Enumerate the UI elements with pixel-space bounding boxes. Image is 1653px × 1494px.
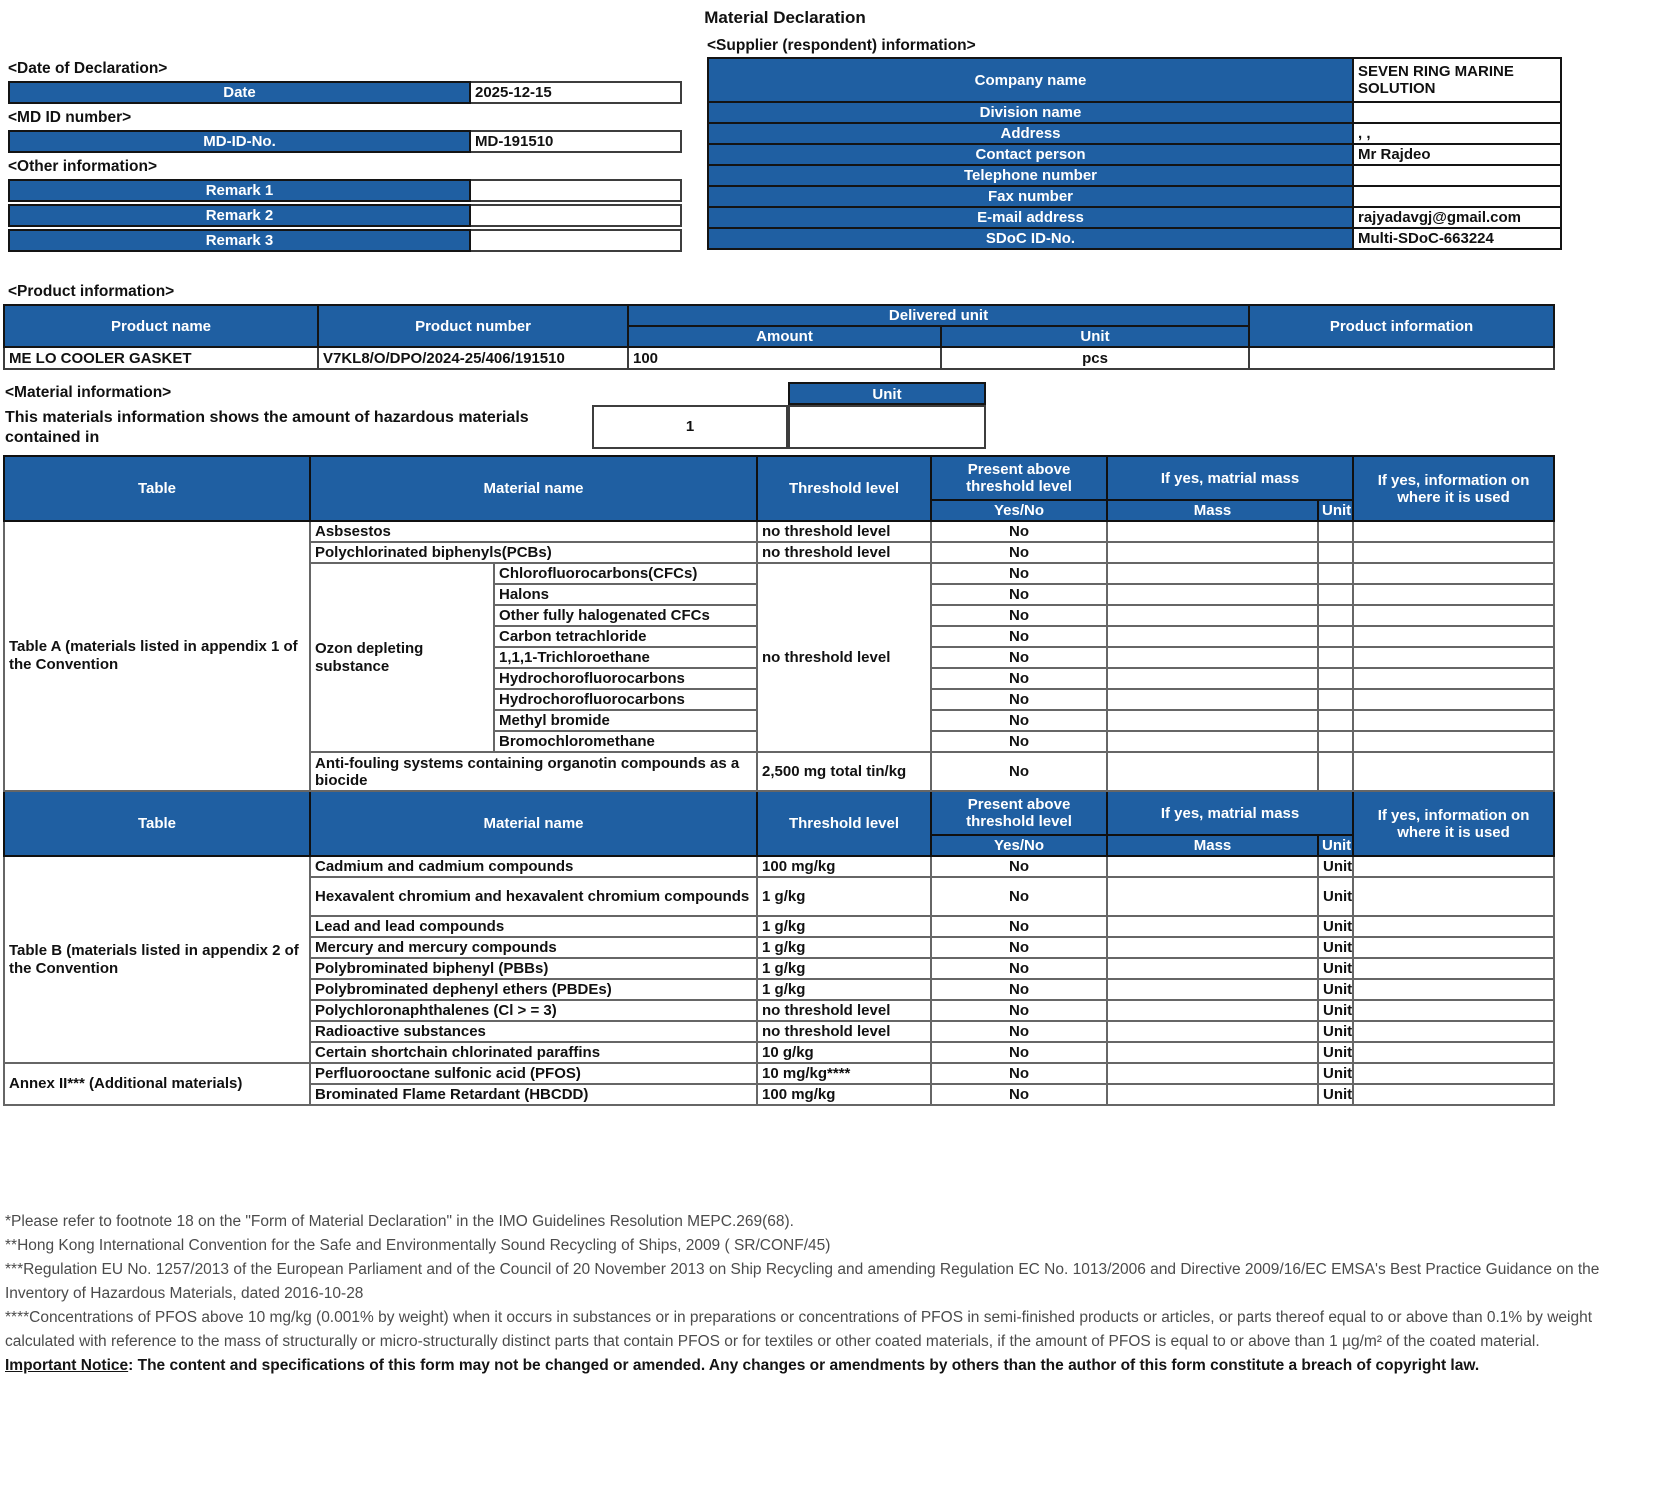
unit-header: Unit <box>941 326 1249 347</box>
mass-cell <box>1107 626 1318 647</box>
mass-cell <box>1107 1000 1318 1021</box>
unit-cell: Unit <box>1318 979 1353 1000</box>
unit-cell: Unit <box>1318 856 1353 877</box>
supplier-table <box>707 57 1562 250</box>
yes-no-cell: No <box>931 647 1107 668</box>
table-row <box>9 230 681 251</box>
supplier-email-label: E-mail address <box>708 207 1353 228</box>
md-id-value: MD-191510 <box>470 131 681 152</box>
col-header-mass: Mass <box>1107 835 1318 856</box>
mass-cell <box>1107 731 1318 752</box>
where-used-cell <box>1353 1063 1554 1084</box>
where-used-cell <box>1353 1042 1554 1063</box>
yes-no-cell: No <box>931 916 1107 937</box>
material-info-description: This materials information shows the amount of hazardous materials contained in <box>5 409 529 446</box>
threshold-cell: 100 mg/kg <box>757 856 931 877</box>
yes-no-cell: No <box>931 668 1107 689</box>
other-info-section-label: <Other information> <box>8 158 157 175</box>
unit-cell: Unit <box>1318 1063 1353 1084</box>
col-header-mass: Mass <box>1107 500 1318 521</box>
unit-cell <box>1318 689 1353 710</box>
md-id-table <box>8 130 682 153</box>
footnote-4: ****Concentrations of PFOS above 10 mg/kg (0.001% by weight) when it occurs in substances or in preparations or concentrations of PFOS in semi-finished products or articles, or parts thereof equal to or above than 0.1% by weight calculated with reference to the mass of structurally or micro-structurally distinct parts that contain PFOS or for textiles or other coated materials, if the amount of PFOS is equal to or above than 1 µg/m² of the coated material. <box>5 1309 1592 1350</box>
threshold-cell: 10 g/kg <box>757 1042 931 1063</box>
yes-no-cell: No <box>931 937 1107 958</box>
where-used-cell <box>1353 563 1554 584</box>
yes-no-cell: No <box>931 752 1107 791</box>
yes-no-cell: No <box>931 584 1107 605</box>
yes-no-cell: No <box>931 626 1107 647</box>
product-name-value: ME LO COOLER GASKET <box>4 347 318 369</box>
hazmat-table <box>3 455 1555 1106</box>
where-used-cell <box>1353 584 1554 605</box>
where-used-cell <box>1353 542 1554 563</box>
material-name-cell: Polychloronaphthalenes (Cl > = 3) <box>310 1000 757 1021</box>
unit-cell: Unit <box>1318 1000 1353 1021</box>
annex-group-label: Annex II*** (Additional materials) <box>4 1063 310 1105</box>
table-row <box>9 82 681 103</box>
col-header-yes-no: Yes/No <box>931 500 1107 521</box>
where-used-cell <box>1353 958 1554 979</box>
threshold-cell: no threshold level <box>757 1021 931 1042</box>
material-name-cell: Other fully halogenated CFCs <box>494 605 757 626</box>
where-used-cell <box>1353 626 1554 647</box>
yes-no-cell: No <box>931 605 1107 626</box>
material-name-cell: Cadmium and cadmium compounds <box>310 856 757 877</box>
supplier-sdoc-label: SDoC ID-No. <box>708 228 1353 249</box>
table-row <box>708 58 1561 102</box>
unit-cell <box>1318 605 1353 626</box>
threshold-cell: no threshold level <box>757 521 931 542</box>
where-used-cell <box>1353 877 1554 916</box>
product-number-header: Product number <box>318 305 628 347</box>
product-table <box>3 304 1555 370</box>
md-id-section-label: <MD ID number> <box>8 109 132 126</box>
yes-no-cell: No <box>931 710 1107 731</box>
product-info-value <box>1249 347 1554 369</box>
supplier-email-value: rajyadavgj@gmail.com <box>1353 207 1561 228</box>
material-unit-cell <box>788 405 986 449</box>
col-header-threshold: Threshold level <box>757 791 931 856</box>
col-header-yes-no: Yes/No <box>931 835 1107 856</box>
col-header-present-above: Present above threshold level <box>931 456 1107 500</box>
material-name-cell: Mercury and mercury compounds <box>310 937 757 958</box>
unit-cell <box>1318 647 1353 668</box>
yes-no-cell: No <box>931 856 1107 877</box>
table-row <box>9 131 681 152</box>
col-header-table: Table <box>4 456 310 521</box>
mass-cell <box>1107 710 1318 731</box>
yes-no-cell: No <box>931 877 1107 916</box>
threshold-cell: no threshold level <box>757 1000 931 1021</box>
mass-cell <box>1107 958 1318 979</box>
yes-no-cell: No <box>931 1063 1107 1084</box>
yes-no-cell: No <box>931 563 1107 584</box>
remark-2-label: Remark 2 <box>9 205 470 226</box>
table-row <box>4 1063 1554 1084</box>
mass-cell <box>1107 605 1318 626</box>
supplier-address-value: , , <box>1353 123 1561 144</box>
col-header-material-name: Material name <box>310 791 757 856</box>
delivered-unit-header: Delivered unit <box>628 305 1249 326</box>
material-name-cell: Anti-fouling systems containing organotin compounds as a biocide <box>310 752 757 791</box>
material-name-cell: Hydrochorofluorocarbons <box>494 689 757 710</box>
threshold-cell: no threshold level <box>757 542 931 563</box>
yes-no-cell: No <box>931 1084 1107 1105</box>
material-name-cell: Radioactive substances <box>310 1021 757 1042</box>
where-used-cell <box>1353 605 1554 626</box>
yes-no-cell: No <box>931 958 1107 979</box>
mass-cell <box>1107 1042 1318 1063</box>
yes-no-cell: No <box>931 731 1107 752</box>
where-used-cell <box>1353 937 1554 958</box>
table-row <box>708 165 1561 186</box>
where-used-cell <box>1353 1000 1554 1021</box>
where-used-cell <box>1353 752 1554 791</box>
material-name-cell: Methyl bromide <box>494 710 757 731</box>
threshold-cell: 1 g/kg <box>757 916 931 937</box>
mass-cell <box>1107 979 1318 1000</box>
table-row <box>708 144 1561 165</box>
supplier-telephone-value <box>1353 165 1561 186</box>
yes-no-cell: No <box>931 1000 1107 1021</box>
mass-cell <box>1107 877 1318 916</box>
material-name-cell: Polybrominated dephenyl ethers (PBDEs) <box>310 979 757 1000</box>
mass-cell <box>1107 916 1318 937</box>
material-name-cell: Polybrominated biphenyl (PBBs) <box>310 958 757 979</box>
supplier-division-label: Division name <box>708 102 1353 123</box>
where-used-cell <box>1353 710 1554 731</box>
col-header-table: Table <box>4 791 310 856</box>
yes-no-cell: No <box>931 979 1107 1000</box>
product-unit-value: pcs <box>941 347 1249 369</box>
threshold-cell: 100 mg/kg <box>757 1084 931 1105</box>
unit-cell: Unit <box>1318 937 1353 958</box>
remark-1-table <box>8 179 682 202</box>
unit-cell <box>1318 626 1353 647</box>
md-id-label: MD-ID-No. <box>9 131 470 152</box>
where-used-cell <box>1353 521 1554 542</box>
supplier-fax-label: Fax number <box>708 186 1353 207</box>
unit-cell <box>1318 752 1353 791</box>
remark-1-value <box>470 180 681 201</box>
unit-cell <box>1318 542 1353 563</box>
unit-cell <box>1318 731 1353 752</box>
product-amount-value: 100 <box>628 347 941 369</box>
table-row <box>4 791 1554 835</box>
footnote-1: *Please refer to footnote 18 on the "Form of Material Declaration" in the IMO Guidelines Resolution MEPC.269(68). <box>5 1213 794 1230</box>
table-row <box>4 456 1554 500</box>
table-row <box>708 228 1561 249</box>
mass-cell <box>1107 1084 1318 1105</box>
table-row <box>708 186 1561 207</box>
material-name-cell: Asbsestos <box>310 521 757 542</box>
where-used-cell <box>1353 668 1554 689</box>
important-notice-text: : The content and specifications of this form may not be changed or amended. Any changes or amendments by others than the author of this form constitute a breach of copyright law. <box>128 1357 1480 1374</box>
where-used-cell <box>1353 647 1554 668</box>
material-name-cell: Chlorofluorocarbons(CFCs) <box>494 563 757 584</box>
material-unit-header: Unit <box>788 382 986 405</box>
threshold-cell: no threshold level <box>757 563 931 752</box>
threshold-cell: 2,500 mg total tin/kg <box>757 752 931 791</box>
table-row <box>4 305 1554 326</box>
where-used-cell <box>1353 916 1554 937</box>
unit-cell: Unit <box>1318 877 1353 916</box>
material-name-cell: Perfluorooctane sulfonic acid (PFOS) <box>310 1063 757 1084</box>
footnote-2: **Hong Kong International Convention for the Safe and Environmentally Sound Recycling of Ships, 2009 ( SR/CONF/45) <box>5 1237 831 1254</box>
important-notice <box>5 1354 1648 1378</box>
mass-cell <box>1107 752 1318 791</box>
remark-2-table <box>8 204 682 227</box>
threshold-cell: 1 g/kg <box>757 958 931 979</box>
col-header-unit: Unit <box>1318 835 1353 856</box>
supplier-sdoc-value: Multi-SDoC-663224 <box>1353 228 1561 249</box>
supplier-company-value: SEVEN RING MARINE SOLUTION <box>1353 58 1561 102</box>
footnotes <box>5 1210 1648 1378</box>
unit-cell: Unit <box>1318 1042 1353 1063</box>
col-header-present-above: Present above threshold level <box>931 791 1107 835</box>
mass-cell <box>1107 1063 1318 1084</box>
mass-cell <box>1107 542 1318 563</box>
supplier-telephone-label: Telephone number <box>708 165 1353 186</box>
unit-cell <box>1318 563 1353 584</box>
unit-cell: Unit <box>1318 958 1353 979</box>
table-b-group-label: Table B (materials listed in appendix 2 of the Convention <box>4 856 310 1063</box>
remark-1-label: Remark 1 <box>9 180 470 201</box>
yes-no-cell: No <box>931 1021 1107 1042</box>
col-header-if-yes-info: If yes, information on where it is used <box>1353 791 1554 856</box>
yes-no-cell: No <box>931 689 1107 710</box>
mass-cell <box>1107 668 1318 689</box>
unit-cell <box>1318 521 1353 542</box>
product-section-label: <Product information> <box>8 283 175 300</box>
where-used-cell <box>1353 689 1554 710</box>
mass-cell <box>1107 563 1318 584</box>
material-name-cell: Lead and lead compounds <box>310 916 757 937</box>
product-name-header: Product name <box>4 305 318 347</box>
yes-no-cell: No <box>931 521 1107 542</box>
date-value: 2025-12-15 <box>470 82 681 103</box>
table-row <box>708 102 1561 123</box>
product-number-value: V7KL8/O/DPO/2024-25/406/191510 <box>318 347 628 369</box>
date-table <box>8 81 682 104</box>
remark-2-value <box>470 205 681 226</box>
where-used-cell <box>1353 731 1554 752</box>
unit-cell: Unit <box>1318 1084 1353 1105</box>
col-header-threshold: Threshold level <box>757 456 931 521</box>
unit-cell: Unit <box>1318 916 1353 937</box>
table-row <box>9 180 681 201</box>
material-amount-cell: 1 <box>592 405 788 449</box>
unit-cell <box>1318 710 1353 731</box>
mass-cell <box>1107 1021 1318 1042</box>
col-header-if-yes-info: If yes, information on where it is used <box>1353 456 1554 521</box>
remark-3-value <box>470 230 681 251</box>
unit-cell <box>1318 584 1353 605</box>
material-name-cell: Polychlorinated biphenyls(PCBs) <box>310 542 757 563</box>
yes-no-cell: No <box>931 542 1107 563</box>
supplier-contact-label: Contact person <box>708 144 1353 165</box>
unit-cell <box>1318 668 1353 689</box>
footnote-3: ***Regulation EU No. 1257/2013 of the European Parliament and of the Council of 20 November 2013 on Ship Recycling and amending Regulation EC No. 1013/2006 and Directive 2009/16/EC EMSA's Best Practice Guidance on the Inventory of Hazardous Materials, dated 2016-10-28 <box>5 1261 1600 1302</box>
material-name-cell: Bromochloromethane <box>494 731 757 752</box>
remark-3-table <box>8 229 682 252</box>
important-notice-label: Important Notice <box>5 1357 129 1374</box>
ozone-group-label: Ozon depleting substance <box>310 563 494 752</box>
material-name-cell: 1,1,1-Trichloroethane <box>494 647 757 668</box>
col-header-unit: Unit <box>1318 500 1353 521</box>
unit-cell: Unit <box>1318 1021 1353 1042</box>
mass-cell <box>1107 521 1318 542</box>
supplier-section-label: <Supplier (respondent) information> <box>707 37 976 54</box>
product-information-header: Product information <box>1249 305 1554 347</box>
threshold-cell: 10 mg/kg**** <box>757 1063 931 1084</box>
mass-cell <box>1107 647 1318 668</box>
mass-cell <box>1107 856 1318 877</box>
table-row <box>4 856 1554 877</box>
date-section-label: <Date of Declaration> <box>8 60 168 77</box>
material-name-cell: Brominated Flame Retardant (HBCDD) <box>310 1084 757 1105</box>
supplier-address-label: Address <box>708 123 1353 144</box>
table-a-group-label: Table A (materials listed in appendix 1 of the Convention <box>4 521 310 791</box>
page-title: Material Declaration <box>704 8 866 27</box>
table-row <box>4 347 1554 369</box>
col-header-material-name: Material name <box>310 456 757 521</box>
table-row <box>708 123 1561 144</box>
table-row <box>9 205 681 226</box>
col-header-if-yes-mass: If yes, matrial mass <box>1107 791 1353 835</box>
supplier-division-value <box>1353 102 1561 123</box>
table-row <box>4 521 1554 542</box>
col-header-if-yes-mass: If yes, matrial mass <box>1107 456 1353 500</box>
supplier-contact-value: Mr Rajdeo <box>1353 144 1561 165</box>
where-used-cell <box>1353 1021 1554 1042</box>
remark-3-label: Remark 3 <box>9 230 470 251</box>
material-name-cell: Hydrochorofluorocarbons <box>494 668 757 689</box>
amount-header: Amount <box>628 326 941 347</box>
where-used-cell <box>1353 856 1554 877</box>
material-name-cell: Hexavalent chromium and hexavalent chromium compounds <box>310 877 757 916</box>
supplier-company-label: Company name <box>708 58 1353 102</box>
material-name-cell: Certain shortchain chlorinated paraffins <box>310 1042 757 1063</box>
where-used-cell <box>1353 979 1554 1000</box>
where-used-cell <box>1353 1084 1554 1105</box>
threshold-cell: 1 g/kg <box>757 979 931 1000</box>
mass-cell <box>1107 689 1318 710</box>
mass-cell <box>1107 584 1318 605</box>
material-name-cell: Halons <box>494 584 757 605</box>
mass-cell <box>1107 937 1318 958</box>
threshold-cell: 1 g/kg <box>757 877 931 916</box>
yes-no-cell: No <box>931 1042 1107 1063</box>
table-row <box>708 207 1561 228</box>
threshold-cell: 1 g/kg <box>757 937 931 958</box>
material-section-label: <Material information> <box>5 384 172 401</box>
date-label: Date <box>9 82 470 103</box>
supplier-fax-value <box>1353 186 1561 207</box>
material-name-cell: Carbon tetrachloride <box>494 626 757 647</box>
